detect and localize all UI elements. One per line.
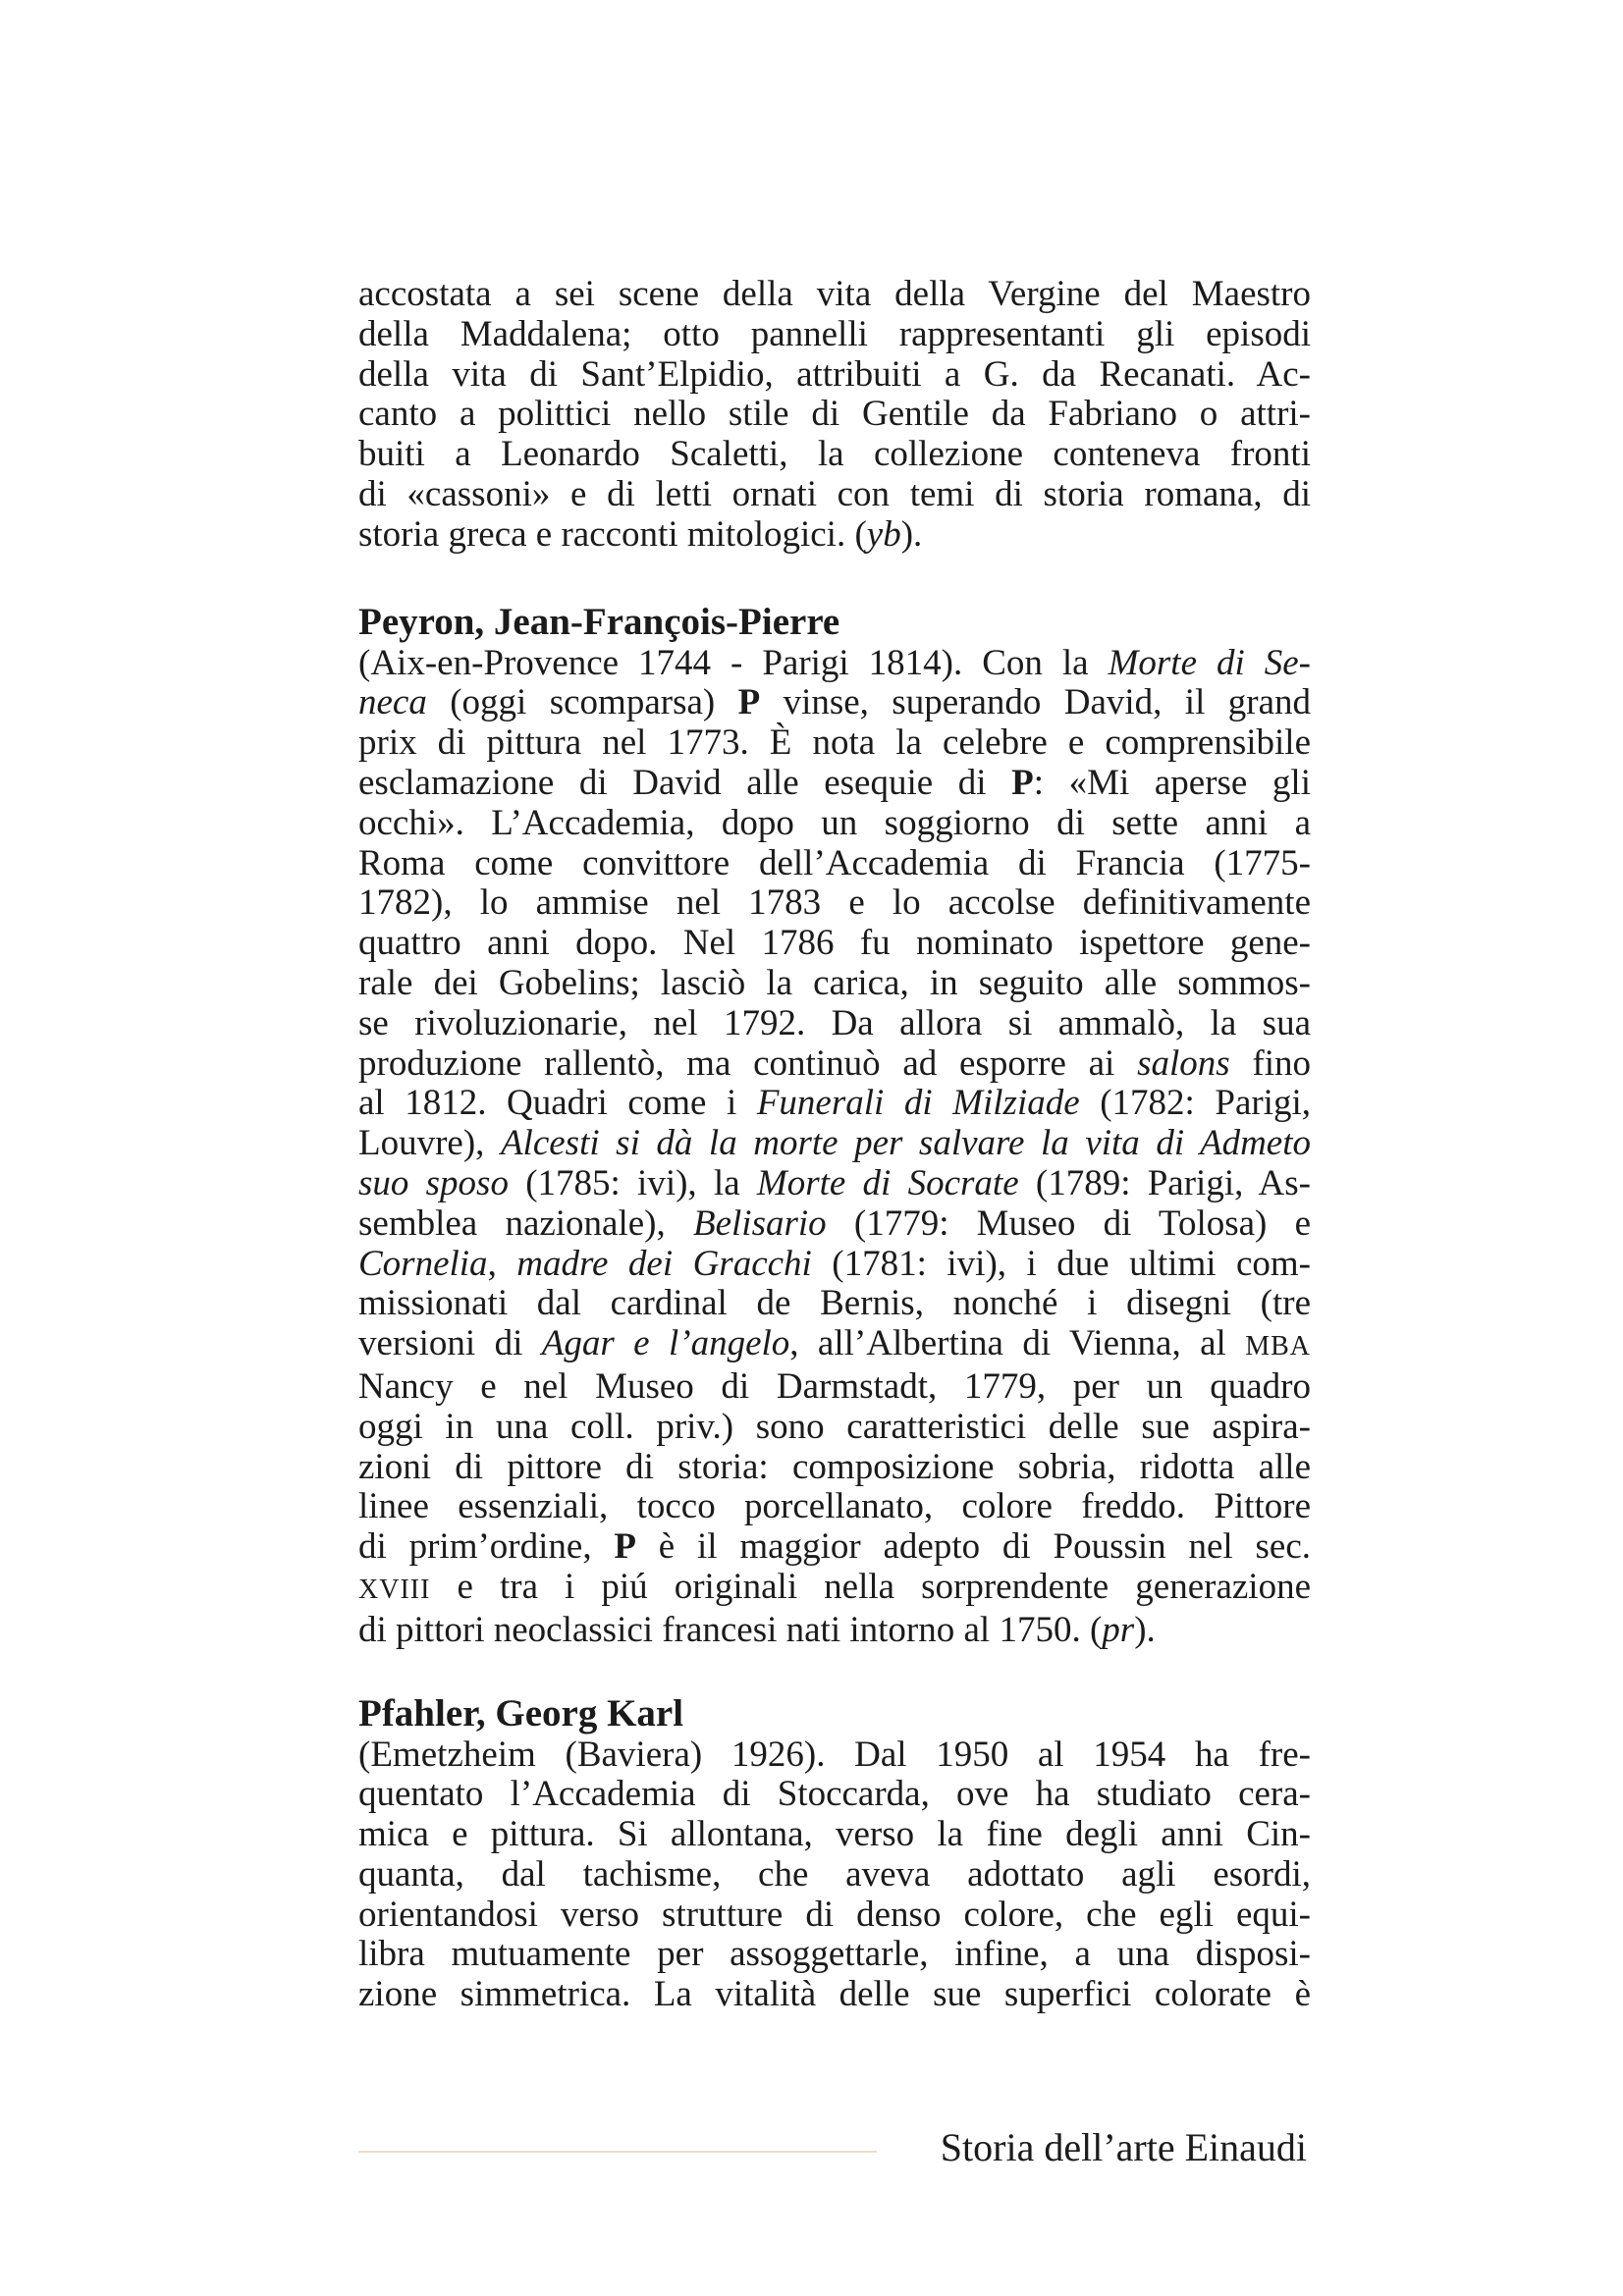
footer-title: Storia dell’arte Einaudi: [940, 2125, 1307, 2169]
text-line: di pittori neoclassici francesi nati intorno al 1750. (pr).: [358, 1609, 1156, 1650]
text-line: quentato l’Accademia di Stoccarda, ove ha studiato cera-: [358, 1774, 1311, 1815]
text-line: Nancy e nel Museo di Darmstadt, 1779, per un quadro: [358, 1365, 1311, 1407]
entry-heading: Peyron, Jean-François-Pierre: [358, 600, 840, 643]
text-line: libra mutuamente per assoggettarle, infine, a una disposi-: [358, 1934, 1311, 1975]
text-line: oggi in una coll. priv.) sono caratteristici delle sue aspira-: [358, 1406, 1311, 1447]
text-line: della vita di Sant’Elpidio, attribuiti a G. da Recanati. Ac-: [358, 353, 1311, 395]
text-line: (Aix-en-Provence 1744 - Parigi 1814). Con la Morte di Se-: [358, 642, 1311, 683]
text-line: linee essenziali, tocco porcellanato, colore freddo. Pittore: [358, 1486, 1311, 1527]
text-line: canto a polittici nello stile di Gentile da Fabriano o attri-: [358, 394, 1311, 435]
text-line: orientandosi verso strutture di denso colore, che egli equi-: [358, 1894, 1311, 1935]
text-line: suo sposo (1785: ivi), la Morte di Socrate (1789: Parigi, As-: [358, 1162, 1312, 1203]
page-footer: [358, 2124, 1311, 2173]
page-body: [358, 275, 1311, 2015]
text-line: semblea nazionale), Belisario (1779: Museo di Tolosa) e: [358, 1202, 1312, 1244]
century-numeral: XVIII: [358, 1574, 431, 1605]
author-initials: yb: [866, 513, 901, 555]
text-line: mica e pittura. Si allontana, verso la fine degli anni Cin-: [358, 1814, 1311, 1855]
text-line: rale dei Gobelins; lasciò la carica, in seguito alle sommos-: [358, 962, 1311, 1003]
text-line: accostata a sei scene della vita della Vergine del Maestro: [358, 274, 1311, 314]
text-line: buiti a Leonardo Scaletti, la collezione conteneva fronti: [358, 434, 1311, 475]
text-line: versioni di Agar e l’angelo, all’Albertina di Vienna, al MBA: [358, 1323, 1311, 1364]
text-line: Louvre), Alcesti si dà la morte per salvare la vita di Admeto: [358, 1123, 1311, 1164]
entry-heading: Pfahler, Georg Karl: [358, 1691, 684, 1735]
text-line: quanta, dal tachisme, che aveva adottato agli esordi,: [358, 1853, 1311, 1895]
text-line: produzione rallentò, ma continuò ad esporre ai salons fino: [358, 1042, 1311, 1084]
text-line: neca (oggi scomparsa) P vinse, superando David, il grand: [358, 682, 1311, 723]
text-line: Cornelia, madre dei Gracchi (1781: ivi), i due ultimi com-: [358, 1243, 1312, 1284]
text-line: di prim’ordine, P è il maggior adepto di Poussin nel sec.: [358, 1526, 1311, 1568]
author-initials: pr: [1102, 1609, 1135, 1650]
text-line: 1782), lo ammise nel 1783 e lo accolse definitivamente: [358, 882, 1311, 924]
museum-abbreviation: MBA: [1245, 1331, 1311, 1362]
text-line: XVIII e tra i piú originali nella sorprendente generazione: [358, 1566, 1311, 1607]
text-line: se rivoluzionarie, nel 1792. Da allora si ammalò, la sua: [358, 1002, 1311, 1043]
text-line: della Maddalena; otto pannelli rappresentanti gli episodi: [358, 313, 1311, 354]
entry-paragraph: [358, 1735, 1311, 2016]
text-line: storia greca e racconti mitologici. (yb).: [358, 513, 923, 555]
text-line: zioni di pittore di storia: composizione sobria, ridotta alle: [358, 1446, 1311, 1487]
text-line: al 1812. Quadri come i Funerali di Milziade (1782: Parigi,: [358, 1083, 1311, 1124]
text-line: missionati dal cardinal de Bernis, nonché i disegni (tre: [358, 1283, 1311, 1324]
text-line: di «cassoni» e di letti ornati con temi di storia romana, di: [358, 473, 1311, 514]
footer-rule: [358, 2151, 877, 2153]
text-line: esclamazione di David alle esequie di P: «Mi aperse gli: [358, 762, 1311, 803]
text-line: prix di pittura nel 1773. È nota la celebre e comprensibile: [358, 722, 1311, 764]
text-line: Roma come convittore dell’Accademia di Francia (1775-: [358, 842, 1311, 883]
text-line: quattro anni dopo. Nel 1786 fu nominato ispettore gene-: [358, 923, 1311, 964]
text-line: occhi». L’Accademia, dopo un soggiorno di sette anni a: [358, 802, 1311, 843]
text-line: (Emetzheim (Baviera) 1926). Dal 1950 al 1954 ha fre-: [358, 1734, 1311, 1775]
continuation-paragraph: [358, 275, 1311, 556]
text-line: zione simmetrica. La vitalità delle sue superfici colorate è: [358, 1974, 1311, 2015]
entry-paragraph: [358, 644, 1311, 1651]
